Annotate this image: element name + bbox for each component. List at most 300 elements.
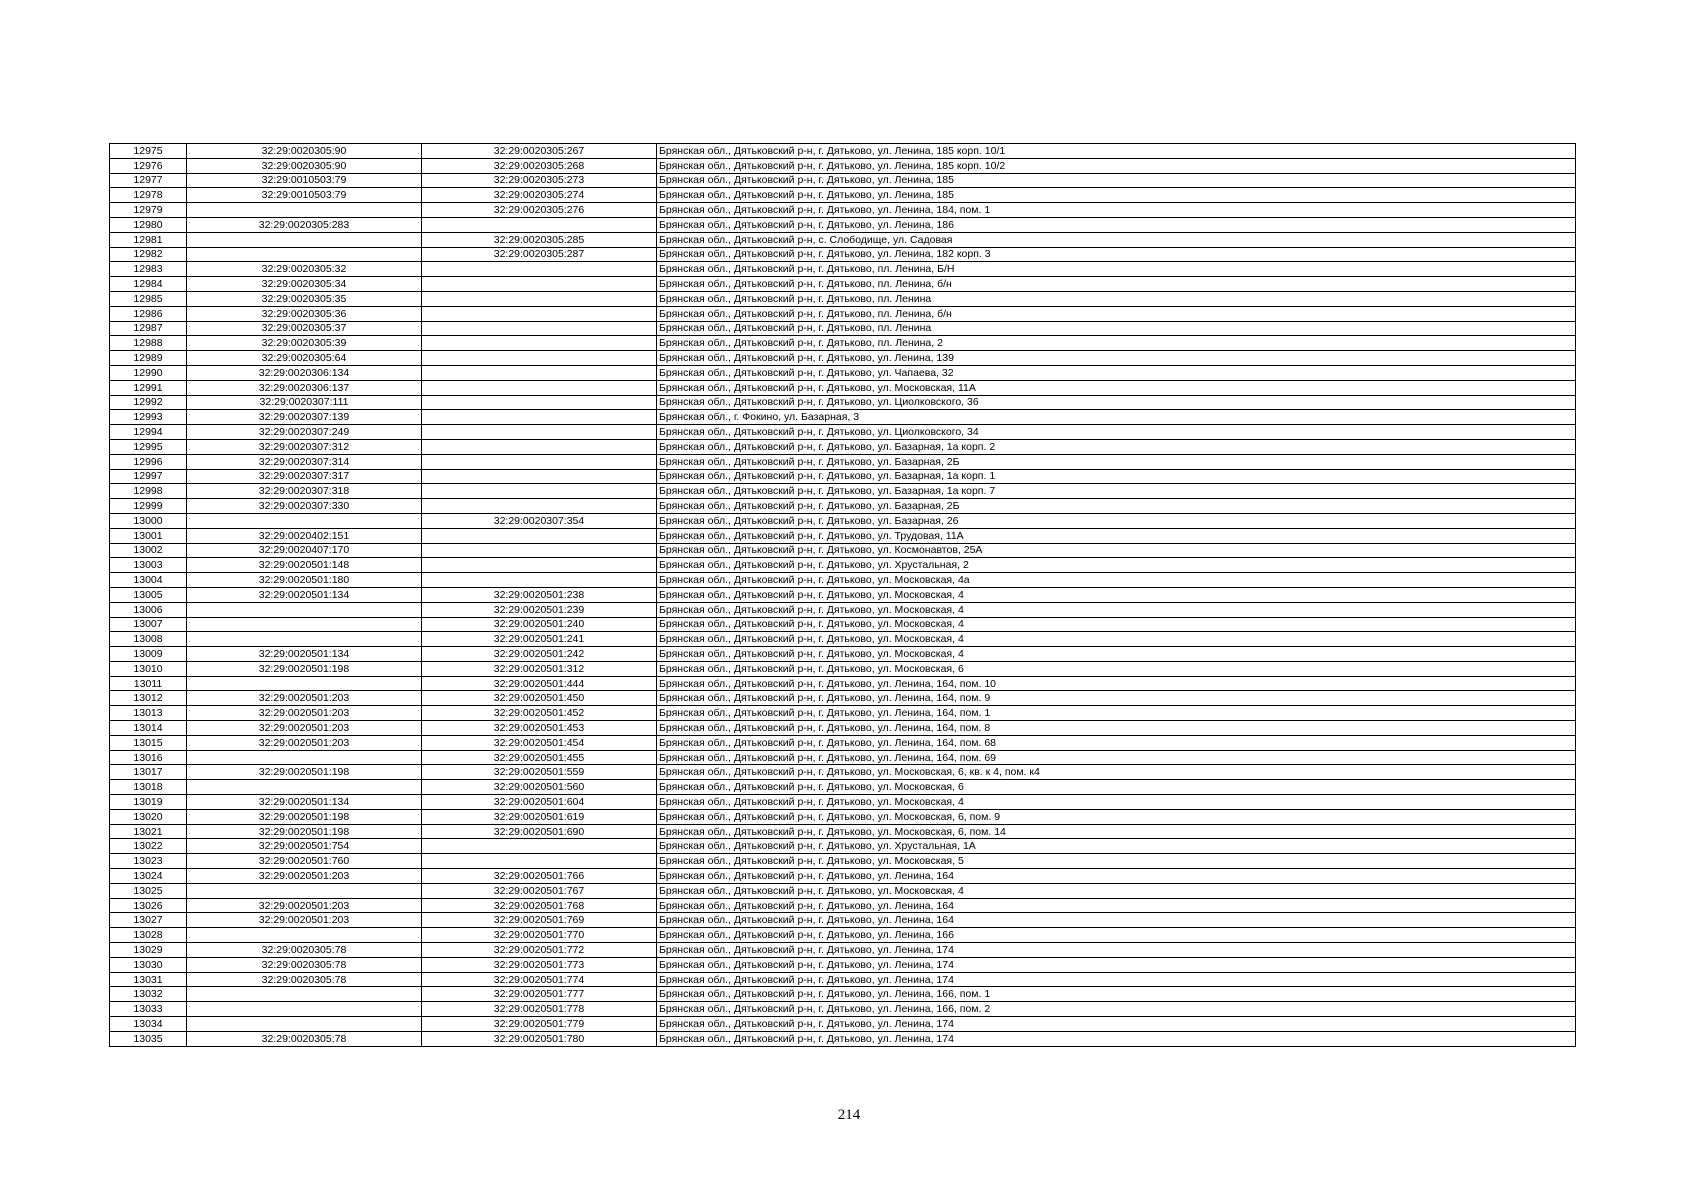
row-number-cell: 13031 (110, 972, 187, 987)
object-cadastral-number-cell: 32:29:0020501:241 (422, 632, 657, 647)
address-cell: Брянская обл., Дятьковский р-н, г. Дятьково, ул. Ленина, 174 (657, 957, 1576, 972)
address-cell: Брянская обл., Дятьковский р-н, г. Дятьково, ул. Чапаева, 32 (657, 365, 1576, 380)
land-cadastral-number-cell: 32:29:0020307:330 (187, 499, 422, 514)
address-cell: Брянская обл., Дятьковский р-н, г. Дятьково, ул. Московская, 4 (657, 632, 1576, 647)
object-cadastral-number-cell: 32:29:0020305:267 (422, 144, 657, 159)
row-number-cell: 13028 (110, 928, 187, 943)
property-register-table (109, 143, 1576, 1047)
table-row (110, 883, 1576, 898)
address-cell: Брянская обл., Дятьковский р-н, г. Дятьково, ул. Ленина, 164, пом. 8 (657, 721, 1576, 736)
table-row (110, 987, 1576, 1002)
object-cadastral-number-cell: 32:29:0020501:770 (422, 928, 657, 943)
address-cell: Брянская обл., Дятьковский р-н, г. Дятьково, ул. Хрустальная, 2 (657, 558, 1576, 573)
address-cell: Брянская обл., Дятьковский р-н, г. Дятьково, ул. Московская, 4 (657, 795, 1576, 810)
land-cadastral-number-cell: 32:29:0020501:754 (187, 839, 422, 854)
table-row (110, 365, 1576, 380)
object-cadastral-number-cell: 32:29:0020307:354 (422, 513, 657, 528)
land-cadastral-number-cell: 32:29:0020501:134 (187, 587, 422, 602)
address-cell: Брянская обл., Дятьковский р-н, г. Дятьково, ул. Циолковского, 34 (657, 425, 1576, 440)
table-row (110, 336, 1576, 351)
object-cadastral-number-cell: 32:29:0020501:604 (422, 795, 657, 810)
address-cell: Брянская обл., Дятьковский р-н, г. Дятьково, ул. Ленина, 164 (657, 869, 1576, 884)
address-cell: Брянская обл., Дятьковский р-н, г. Дятьково, ул. Ленина, 185 корп. 10/2 (657, 158, 1576, 173)
table-row (110, 573, 1576, 588)
land-cadastral-number-cell: 32:29:0020501:203 (187, 869, 422, 884)
address-cell: Брянская обл., Дятьковский р-н, г. Дятьково, ул. Московская, 11А (657, 380, 1576, 395)
object-cadastral-number-cell: 32:29:0020501:780 (422, 1031, 657, 1046)
row-number-cell: 12988 (110, 336, 187, 351)
land-cadastral-number-cell (187, 750, 422, 765)
land-cadastral-number-cell: 32:29:0020305:78 (187, 1031, 422, 1046)
object-cadastral-number-cell: 32:29:0020501:454 (422, 735, 657, 750)
row-number-cell: 13023 (110, 854, 187, 869)
address-cell: Брянская обл., Дятьковский р-н, г. Дятьково, ул. Московская, 5 (657, 854, 1576, 869)
land-cadastral-number-cell: 32:29:0020407:170 (187, 543, 422, 558)
land-cadastral-number-cell: 32:29:0020307:139 (187, 410, 422, 425)
row-number-cell: 13003 (110, 558, 187, 573)
object-cadastral-number-cell: 32:29:0020501:778 (422, 1002, 657, 1017)
row-number-cell: 12997 (110, 469, 187, 484)
object-cadastral-number-cell: 32:29:0020305:273 (422, 173, 657, 188)
object-cadastral-number-cell (422, 351, 657, 366)
row-number-cell: 13011 (110, 676, 187, 691)
object-cadastral-number-cell: 32:29:0020305:274 (422, 188, 657, 203)
address-cell: Брянская обл., Дятьковский р-н, г. Дятьково, ул. Московская, 6 (657, 661, 1576, 676)
table-row (110, 528, 1576, 543)
row-number-cell: 13007 (110, 617, 187, 632)
land-cadastral-number-cell (187, 602, 422, 617)
table-row (110, 439, 1576, 454)
table-row (110, 203, 1576, 218)
row-number-cell: 12989 (110, 351, 187, 366)
table-row (110, 395, 1576, 410)
land-cadastral-number-cell (187, 1017, 422, 1032)
address-cell: Брянская обл., Дятьковский р-н, г. Дятьково, ул. Космонавтов, 25А (657, 543, 1576, 558)
object-cadastral-number-cell (422, 365, 657, 380)
land-cadastral-number-cell: 32:29:0020501:180 (187, 573, 422, 588)
table-row (110, 144, 1576, 159)
address-cell: Брянская обл., Дятьковский р-н, г. Дятьково, ул. Базарная, 2Б (657, 499, 1576, 514)
land-cadastral-number-cell (187, 928, 422, 943)
land-cadastral-number-cell: 32:29:0020501:134 (187, 647, 422, 662)
row-number-cell: 12977 (110, 173, 187, 188)
table-row (110, 558, 1576, 573)
row-number-cell: 13002 (110, 543, 187, 558)
table-row (110, 188, 1576, 203)
address-cell: Брянская обл., Дятьковский р-н, г. Дятьково, ул. Московская, 4 (657, 617, 1576, 632)
object-cadastral-number-cell: 32:29:0020501:774 (422, 972, 657, 987)
table-row (110, 957, 1576, 972)
row-number-cell: 12999 (110, 499, 187, 514)
object-cadastral-number-cell: 32:29:0020501:239 (422, 602, 657, 617)
row-number-cell: 13021 (110, 824, 187, 839)
address-cell: Брянская обл., Дятьковский р-н, г. Дятьково, ул. Московская, 6, пом. 9 (657, 809, 1576, 824)
address-cell: Брянская обл., Дятьковский р-н, г. Дятьково, ул. Ленина, 182 корп. 3 (657, 247, 1576, 262)
object-cadastral-number-cell (422, 277, 657, 292)
table-row (110, 158, 1576, 173)
land-cadastral-number-cell: 32:29:0020305:78 (187, 957, 422, 972)
table-row (110, 291, 1576, 306)
row-number-cell: 13004 (110, 573, 187, 588)
land-cadastral-number-cell: 32:29:0010503:79 (187, 188, 422, 203)
land-cadastral-number-cell: 32:29:0020305:78 (187, 943, 422, 958)
table-row (110, 232, 1576, 247)
row-number-cell: 13029 (110, 943, 187, 958)
address-cell: Брянская обл., г. Фокино, ул. Базарная, 3 (657, 410, 1576, 425)
object-cadastral-number-cell: 32:29:0020501:767 (422, 883, 657, 898)
table-row (110, 484, 1576, 499)
land-cadastral-number-cell: 32:29:0020501:203 (187, 898, 422, 913)
land-cadastral-number-cell: 32:29:0020402:151 (187, 528, 422, 543)
object-cadastral-number-cell (422, 854, 657, 869)
table-row (110, 1002, 1576, 1017)
object-cadastral-number-cell: 32:29:0020305:276 (422, 203, 657, 218)
row-number-cell: 12981 (110, 232, 187, 247)
table-row (110, 647, 1576, 662)
address-cell: Брянская обл., Дятьковский р-н, г. Дятьково, пл. Ленина, б/н (657, 306, 1576, 321)
address-cell: Брянская обл., Дятьковский р-н, г. Дятьково, ул. Московская, 4 (657, 602, 1576, 617)
row-number-cell: 13009 (110, 647, 187, 662)
object-cadastral-number-cell (422, 839, 657, 854)
table-row (110, 617, 1576, 632)
row-number-cell: 13015 (110, 735, 187, 750)
row-number-cell: 13010 (110, 661, 187, 676)
row-number-cell: 13025 (110, 883, 187, 898)
address-cell: Брянская обл., Дятьковский р-н, г. Дятьково, ул. Ленина, 184, пом. 1 (657, 203, 1576, 218)
land-cadastral-number-cell: 32:29:0020307:314 (187, 454, 422, 469)
land-cadastral-number-cell (187, 247, 422, 262)
table-row (110, 1017, 1576, 1032)
row-number-cell: 12992 (110, 395, 187, 410)
land-cadastral-number-cell: 32:29:0020501:198 (187, 765, 422, 780)
object-cadastral-number-cell (422, 484, 657, 499)
row-number-cell: 13006 (110, 602, 187, 617)
table-row (110, 587, 1576, 602)
table-row (110, 454, 1576, 469)
table-row (110, 410, 1576, 425)
table-row (110, 632, 1576, 647)
table-row (110, 750, 1576, 765)
row-number-cell: 13024 (110, 869, 187, 884)
object-cadastral-number-cell (422, 528, 657, 543)
row-number-cell: 12980 (110, 217, 187, 232)
address-cell: Брянская обл., Дятьковский р-н, г. Дятьково, пл. Ленина (657, 321, 1576, 336)
land-cadastral-number-cell (187, 676, 422, 691)
row-number-cell: 12987 (110, 321, 187, 336)
table-row (110, 262, 1576, 277)
land-cadastral-number-cell: 32:29:0020307:312 (187, 439, 422, 454)
object-cadastral-number-cell: 32:29:0020501:242 (422, 647, 657, 662)
table-row (110, 306, 1576, 321)
address-cell: Брянская обл., Дятьковский р-н, г. Дятьково, ул. Московская, 6, пом. 14 (657, 824, 1576, 839)
land-cadastral-number-cell: 32:29:0020501:148 (187, 558, 422, 573)
address-cell: Брянская обл., Дятьковский р-н, г. Дятьково, пл. Ленина, б/н (657, 277, 1576, 292)
land-cadastral-number-cell: 32:29:0020307:318 (187, 484, 422, 499)
row-number-cell: 13034 (110, 1017, 187, 1032)
row-number-cell: 13001 (110, 528, 187, 543)
table-row (110, 676, 1576, 691)
row-number-cell: 12975 (110, 144, 187, 159)
table-row (110, 721, 1576, 736)
object-cadastral-number-cell (422, 469, 657, 484)
land-cadastral-number-cell: 32:29:0020307:317 (187, 469, 422, 484)
row-number-cell: 12983 (110, 262, 187, 277)
object-cadastral-number-cell: 32:29:0020501:444 (422, 676, 657, 691)
address-cell: Брянская обл., Дятьковский р-н, г. Дятьково, ул. Московская, 6, кв. к 4, пом. к4 (657, 765, 1576, 780)
object-cadastral-number-cell: 32:29:0020501:455 (422, 750, 657, 765)
row-number-cell: 12979 (110, 203, 187, 218)
row-number-cell: 12998 (110, 484, 187, 499)
address-cell: Брянская обл., Дятьковский р-н, г. Дятьково, ул. Ленина, 164, пом. 1 (657, 706, 1576, 721)
land-cadastral-number-cell: 32:29:0020305:90 (187, 144, 422, 159)
land-cadastral-number-cell (187, 617, 422, 632)
row-number-cell: 13027 (110, 913, 187, 928)
land-cadastral-number-cell: 32:29:0020501:203 (187, 721, 422, 736)
table-row (110, 1031, 1576, 1046)
table-row (110, 943, 1576, 958)
address-cell: Брянская обл., Дятьковский р-н, г. Дятьково, ул. Ленина, 164, пом. 10 (657, 676, 1576, 691)
object-cadastral-number-cell (422, 573, 657, 588)
table-row (110, 913, 1576, 928)
row-number-cell: 13032 (110, 987, 187, 1002)
address-cell: Брянская обл., Дятьковский р-н, г. Дятьково, ул. Ленина, 186 (657, 217, 1576, 232)
address-cell: Брянская обл., Дятьковский р-н, г. Дятьково, пл. Ленина, Б/Н (657, 262, 1576, 277)
address-cell: Брянская обл., Дятьковский р-н, г. Дятьково, пл. Ленина, 2 (657, 336, 1576, 351)
object-cadastral-number-cell: 32:29:0020501:772 (422, 943, 657, 958)
land-cadastral-number-cell (187, 232, 422, 247)
land-cadastral-number-cell: 32:29:0020307:249 (187, 425, 422, 440)
row-number-cell: 12982 (110, 247, 187, 262)
land-cadastral-number-cell: 32:29:0020501:203 (187, 913, 422, 928)
table-row (110, 824, 1576, 839)
object-cadastral-number-cell: 32:29:0020305:287 (422, 247, 657, 262)
object-cadastral-number-cell (422, 454, 657, 469)
address-cell: Брянская обл., Дятьковский р-н, г. Дятьково, ул. Ленина, 174 (657, 1031, 1576, 1046)
row-number-cell: 13026 (110, 898, 187, 913)
table-row (110, 780, 1576, 795)
address-cell: Брянская обл., Дятьковский р-н, г. Дятьково, ул. Ленина, 185 (657, 173, 1576, 188)
table-row (110, 380, 1576, 395)
address-cell: Брянская обл., Дятьковский р-н, г. Дятьково, ул. Ленина, 174 (657, 943, 1576, 958)
object-cadastral-number-cell (422, 439, 657, 454)
table-row (110, 809, 1576, 824)
land-cadastral-number-cell (187, 513, 422, 528)
address-cell: Брянская обл., Дятьковский р-н, г. Дятьково, ул. Ленина, 185 (657, 188, 1576, 203)
land-cadastral-number-cell: 32:29:0020501:198 (187, 809, 422, 824)
row-number-cell: 13035 (110, 1031, 187, 1046)
object-cadastral-number-cell: 32:29:0020501:779 (422, 1017, 657, 1032)
land-cadastral-number-cell: 32:29:0010503:79 (187, 173, 422, 188)
object-cadastral-number-cell (422, 321, 657, 336)
address-cell: Брянская обл., Дятьковский р-н, г. Дятьково, ул. Ленина, 164 (657, 898, 1576, 913)
land-cadastral-number-cell: 32:29:0020305:37 (187, 321, 422, 336)
land-cadastral-number-cell (187, 1002, 422, 1017)
object-cadastral-number-cell: 32:29:0020501:766 (422, 869, 657, 884)
address-cell: Брянская обл., Дятьковский р-н, г. Дятьково, ул. Ленина, 174 (657, 972, 1576, 987)
object-cadastral-number-cell: 32:29:0020501:453 (422, 721, 657, 736)
row-number-cell: 12990 (110, 365, 187, 380)
land-cadastral-number-cell: 32:29:0020501:198 (187, 824, 422, 839)
row-number-cell: 13013 (110, 706, 187, 721)
table-row (110, 795, 1576, 810)
table-row (110, 469, 1576, 484)
object-cadastral-number-cell: 32:29:0020501:619 (422, 809, 657, 824)
land-cadastral-number-cell: 32:29:0020305:39 (187, 336, 422, 351)
object-cadastral-number-cell: 32:29:0020501:560 (422, 780, 657, 795)
address-cell: Брянская обл., Дятьковский р-н, г. Дятьково, ул. Ленина, 164, пом. 9 (657, 691, 1576, 706)
address-cell: Брянская обл., Дятьковский р-н, г. Дятьково, ул. Ленина, 164, пом. 68 (657, 735, 1576, 750)
address-cell: Брянская обл., Дятьковский р-н, г. Дятьково, ул. Хрустальная, 1А (657, 839, 1576, 854)
address-cell: Брянская обл., Дятьковский р-н, г. Дятьково, ул. Ленина, 185 корп. 10/1 (657, 144, 1576, 159)
object-cadastral-number-cell (422, 410, 657, 425)
object-cadastral-number-cell: 32:29:0020501:559 (422, 765, 657, 780)
address-cell: Брянская обл., Дятьковский р-н, г. Дятьково, ул. Ленина, 174 (657, 1017, 1576, 1032)
land-cadastral-number-cell: 32:29:0020501:203 (187, 735, 422, 750)
object-cadastral-number-cell: 32:29:0020501:773 (422, 957, 657, 972)
land-cadastral-number-cell (187, 883, 422, 898)
object-cadastral-number-cell: 32:29:0020501:450 (422, 691, 657, 706)
land-cadastral-number-cell: 32:29:0020307:111 (187, 395, 422, 410)
table-row (110, 499, 1576, 514)
object-cadastral-number-cell: 32:29:0020501:769 (422, 913, 657, 928)
address-cell: Брянская обл., Дятьковский р-н, г. Дятьково, пл. Ленина (657, 291, 1576, 306)
row-number-cell: 13030 (110, 957, 187, 972)
table-row (110, 217, 1576, 232)
table-row (110, 321, 1576, 336)
land-cadastral-number-cell (187, 780, 422, 795)
row-number-cell: 12978 (110, 188, 187, 203)
address-cell: Брянская обл., Дятьковский р-н, г. Дятьково, ул. Московская, 4а (657, 573, 1576, 588)
row-number-cell: 12984 (110, 277, 187, 292)
land-cadastral-number-cell: 32:29:0020305:78 (187, 972, 422, 987)
land-cadastral-number-cell: 32:29:0020306:134 (187, 365, 422, 380)
table-row (110, 854, 1576, 869)
address-cell: Брянская обл., Дятьковский р-н, г. Дятьково, ул. Ленина, 164 (657, 913, 1576, 928)
address-cell: Брянская обл., Дятьковский р-н, г. Дятьково, ул. Ленина, 166, пом. 1 (657, 987, 1576, 1002)
object-cadastral-number-cell (422, 291, 657, 306)
land-cadastral-number-cell: 32:29:0020501:203 (187, 691, 422, 706)
table-row (110, 661, 1576, 676)
land-cadastral-number-cell: 32:29:0020305:283 (187, 217, 422, 232)
page-number: 214 (837, 1107, 861, 1123)
address-cell: Брянская обл., Дятьковский р-н, г. Дятьково, ул. Московская, 4 (657, 647, 1576, 662)
land-cadastral-number-cell: 32:29:0020305:35 (187, 291, 422, 306)
address-cell: Брянская обл., Дятьковский р-н, г. Дятьково, ул. Московская, 6 (657, 780, 1576, 795)
object-cadastral-number-cell (422, 395, 657, 410)
address-cell: Брянская обл., Дятьковский р-н, г. Дятьково, ул. Базарная, 1а корп. 1 (657, 469, 1576, 484)
row-number-cell: 13016 (110, 750, 187, 765)
address-cell: Брянская обл., Дятьковский р-н, г. Дятьково, ул. Ленина, 166 (657, 928, 1576, 943)
row-number-cell: 12995 (110, 439, 187, 454)
object-cadastral-number-cell (422, 425, 657, 440)
row-number-cell: 12976 (110, 158, 187, 173)
row-number-cell: 13022 (110, 839, 187, 854)
object-cadastral-number-cell: 32:29:0020305:268 (422, 158, 657, 173)
table-row (110, 513, 1576, 528)
land-cadastral-number-cell: 32:29:0020305:64 (187, 351, 422, 366)
table-row (110, 765, 1576, 780)
object-cadastral-number-cell (422, 306, 657, 321)
row-number-cell: 13012 (110, 691, 187, 706)
object-cadastral-number-cell (422, 217, 657, 232)
address-cell: Брянская обл., Дятьковский р-н, г. Дятьково, ул. Ленина, 166, пом. 2 (657, 1002, 1576, 1017)
land-cadastral-number-cell: 32:29:0020305:34 (187, 277, 422, 292)
table-row (110, 602, 1576, 617)
table-row (110, 735, 1576, 750)
object-cadastral-number-cell (422, 558, 657, 573)
table-row (110, 869, 1576, 884)
table-row (110, 543, 1576, 558)
address-cell: Брянская обл., Дятьковский р-н, г. Дятьково, ул. Трудовая, 11А (657, 528, 1576, 543)
table-row (110, 839, 1576, 854)
table-row (110, 691, 1576, 706)
land-cadastral-number-cell: 32:29:0020305:90 (187, 158, 422, 173)
register-body (110, 144, 1576, 1047)
object-cadastral-number-cell: 32:29:0020305:285 (422, 232, 657, 247)
address-cell: Брянская обл., Дятьковский р-н, г. Дятьково, ул. Базарная, 2Б (657, 454, 1576, 469)
row-number-cell: 13019 (110, 795, 187, 810)
table-row (110, 706, 1576, 721)
address-cell: Брянская обл., Дятьковский р-н, г. Дятьково, ул. Ленина, 164, пом. 69 (657, 750, 1576, 765)
address-cell: Брянская обл., Дятьковский р-н, г. Дятьково, ул. Московская, 4 (657, 587, 1576, 602)
address-cell: Брянская обл., Дятьковский р-н, г. Дятьково, ул. Базарная, 26 (657, 513, 1576, 528)
table-row (110, 351, 1576, 366)
table-row (110, 898, 1576, 913)
object-cadastral-number-cell: 32:29:0020501:238 (422, 587, 657, 602)
row-number-cell: 13020 (110, 809, 187, 824)
land-cadastral-number-cell: 32:29:0020305:36 (187, 306, 422, 321)
object-cadastral-number-cell: 32:29:0020501:240 (422, 617, 657, 632)
land-cadastral-number-cell: 32:29:0020305:32 (187, 262, 422, 277)
table-row (110, 425, 1576, 440)
object-cadastral-number-cell (422, 543, 657, 558)
land-cadastral-number-cell: 32:29:0020306:137 (187, 380, 422, 395)
table-row (110, 173, 1576, 188)
row-number-cell: 12994 (110, 425, 187, 440)
land-cadastral-number-cell (187, 632, 422, 647)
address-cell: Брянская обл., Дятьковский р-н, с. Слободище, ул. Садовая (657, 232, 1576, 247)
land-cadastral-number-cell (187, 987, 422, 1002)
object-cadastral-number-cell: 32:29:0020501:312 (422, 661, 657, 676)
row-number-cell: 13017 (110, 765, 187, 780)
land-cadastral-number-cell: 32:29:0020501:134 (187, 795, 422, 810)
address-cell: Брянская обл., Дятьковский р-н, г. Дятьково, ул. Циолковского, 36 (657, 395, 1576, 410)
table-row (110, 277, 1576, 292)
object-cadastral-number-cell: 32:29:0020501:768 (422, 898, 657, 913)
address-cell: Брянская обл., Дятьковский р-н, г. Дятьково, ул. Московская, 4 (657, 883, 1576, 898)
address-cell: Брянская обл., Дятьковский р-н, г. Дятьково, ул. Базарная, 1а корп. 7 (657, 484, 1576, 499)
address-cell: Брянская обл., Дятьковский р-н, г. Дятьково, ул. Базарная, 1а корп. 2 (657, 439, 1576, 454)
row-number-cell: 13014 (110, 721, 187, 736)
table-row (110, 928, 1576, 943)
row-number-cell: 12991 (110, 380, 187, 395)
address-cell: Брянская обл., Дятьковский р-н, г. Дятьково, ул. Ленина, 139 (657, 351, 1576, 366)
row-number-cell: 13005 (110, 587, 187, 602)
row-number-cell: 12985 (110, 291, 187, 306)
table-row (110, 247, 1576, 262)
object-cadastral-number-cell (422, 499, 657, 514)
row-number-cell: 13033 (110, 1002, 187, 1017)
land-cadastral-number-cell: 32:29:0020501:203 (187, 706, 422, 721)
row-number-cell: 12986 (110, 306, 187, 321)
row-number-cell: 13000 (110, 513, 187, 528)
row-number-cell: 13008 (110, 632, 187, 647)
table-row (110, 972, 1576, 987)
land-cadastral-number-cell: 32:29:0020501:760 (187, 854, 422, 869)
land-cadastral-number-cell (187, 203, 422, 218)
object-cadastral-number-cell: 32:29:0020501:452 (422, 706, 657, 721)
object-cadastral-number-cell: 32:29:0020501:777 (422, 987, 657, 1002)
